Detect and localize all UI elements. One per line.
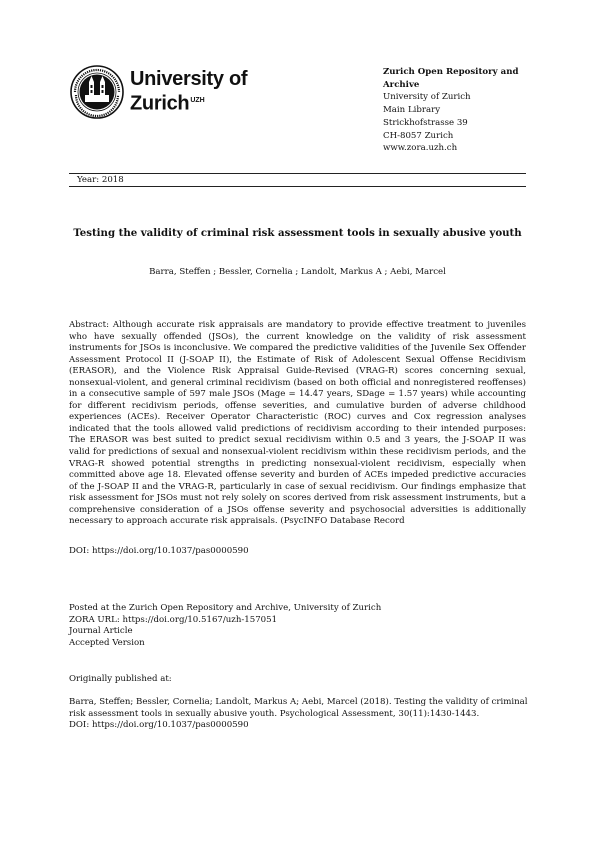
repository-website[interactable]: www.zora.uzh.ch — [383, 143, 458, 154]
repository-address-line: Main Library — [383, 105, 441, 116]
citation-doi-link[interactable]: DOI: https://doi.org/10.1037/pas0000590 — [69, 720, 249, 730]
originally-published-label: Originally published at: — [69, 674, 172, 684]
logo-line-1: University of — [130, 68, 248, 90]
year-top-rule — [69, 173, 526, 174]
university-wordmark — [130, 69, 247, 115]
repository-info — [383, 66, 518, 155]
repository-name-line-1: Zurich Open Repository and — [383, 67, 519, 77]
citation-line: risk assessment tools in sexually abusive youth. Psychological Assessment, 30(11):1430-1443. — [69, 708, 480, 719]
paper-title: Testing the validity of criminal risk assessment tools in sexually abusive youth — [73, 227, 522, 239]
posted-line: Accepted Version — [69, 637, 145, 648]
repository-name-line-2: Archive — [383, 79, 420, 90]
posted-info — [69, 603, 381, 649]
posted-line: Journal Article — [69, 626, 133, 636]
logo-line-2-text: Zurich — [130, 92, 190, 115]
logo-superscript: UZH — [190, 97, 205, 104]
paper-authors: Barra, Steffen ; Bessler, Cornelia ; Landolt, Markus A ; Aebi, Marcel — [149, 267, 446, 277]
doi-link[interactable]: DOI: https://doi.org/10.1037/pas0000590 — [69, 546, 249, 556]
repository-address-line: Strickhofstrasse 39 — [383, 117, 468, 128]
logo-line-2 — [130, 90, 247, 115]
zora-url-link[interactable]: ZORA URL: https://doi.org/10.5167/uzh-157051 — [69, 614, 278, 625]
university-seal-logo — [70, 65, 124, 119]
year-bottom-rule — [69, 186, 526, 187]
originally-published — [69, 674, 526, 732]
abstract-text: Abstract: Although accurate risk appraisals are mandatory to provide effective treatment to juveniles who have sexually offended (JSOs), the current knowledge on the validity of risk assessment instruments for JSOs is inconclusive. We compared the predictive validities of the Juvenile Sex Offender Assessment Protocol II (J-SOAP II), the Estimate of Risk of Adolescent Sexual Offense Recidivism (ERASOR), and the Violence Risk Appraisal Guide-Revised (VRAG-R) scores concerning sexual, nonsexual-violent, and general criminal recidivism (based on both official and nonregistered reoffenses) in a consecutive sample of 597 male JSOs (Mage = 14.47 years, SDage = 1.57 years) while accounting for different recidivism periods, offense severities, and cumulative burden of adverse childhood experiences (ACEs). Receiver Operator Characteristic (ROC) curves and Cox regression analyses indicated that the tools allowed valid predictions of recidivism according to their intended purposes: The ERASOR was best suited to predict sexual recidivism within 0.5 and 3 years, the J-SOAP II was valid for predictions of sexual and nonsexual-violent recidivism within these recidivism periods, and the VRAG-R showed potential strengths in predicting nonsexual-violent recidivism, especially when committed above age 18. Elevated offense severity and burden of ACEs impeded predictive accuracies of the J-SOAP II and the VRAG-R, particularly in case of sexual recidivism. Our findings emphasize that risk assessment for JSOs must not rely solely on scores derived from risk assessment instruments, but a comprehensive consideration of a JSOs offense severity and psychosocial adversities is additionally necessary to approach accurate risk appraisals. (PsycINFO Database Record — [69, 320, 526, 527]
citation-line: Barra, Steffen; Bessler, Cornelia; Landolt, Markus A; Aebi, Marcel (2018). Testing the validity of criminal — [69, 697, 528, 707]
posted-line: Posted at the Zurich Open Repository and Archive, University of Zurich — [69, 603, 382, 613]
repository-address-line: University of Zurich — [383, 92, 471, 103]
publication-year: Year: 2018 — [77, 175, 124, 185]
repository-address-line: CH-8057 Zurich — [383, 130, 454, 141]
